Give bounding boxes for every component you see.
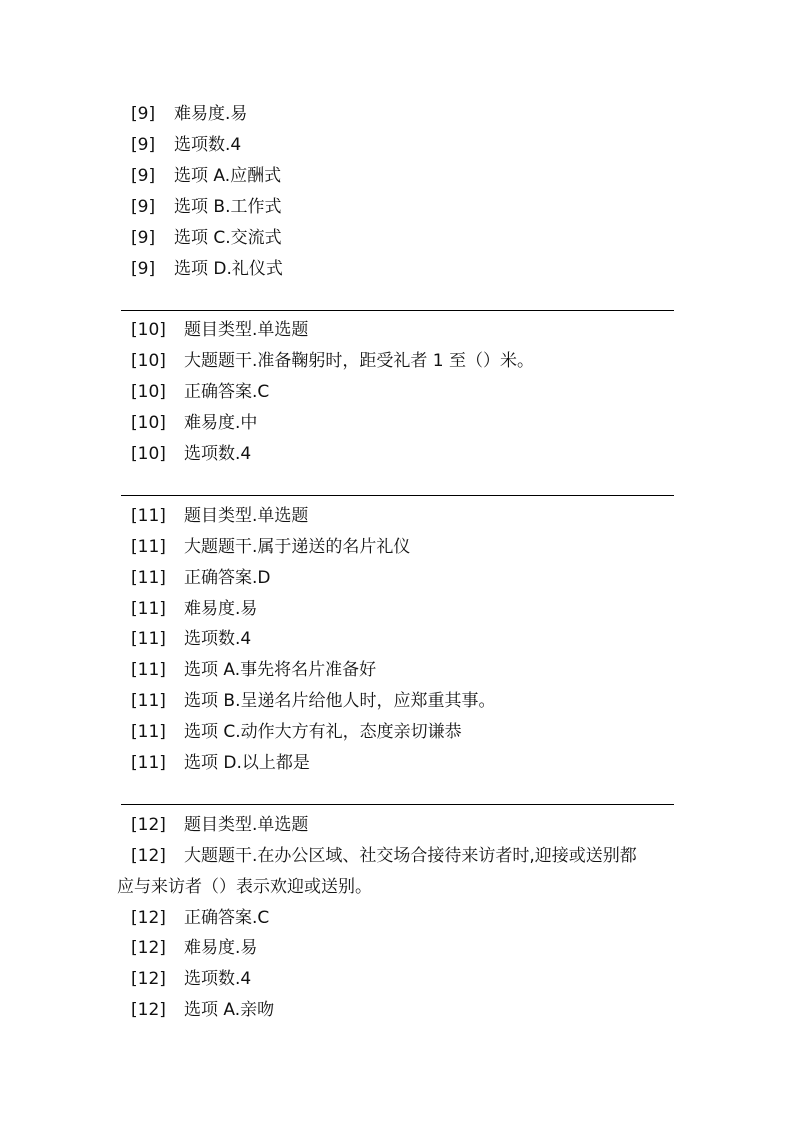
- field-text: 题目类型.单选题: [184, 815, 309, 835]
- question-number: [12]: [131, 908, 166, 928]
- question-number: [10]: [131, 320, 166, 340]
- question-number: [9]: [131, 259, 156, 279]
- question-9-line: [131, 103, 247, 125]
- question-number: [11]: [131, 537, 166, 557]
- field-text: 选项数.4: [184, 969, 252, 989]
- question-number: [12]: [131, 938, 166, 958]
- question-11-line: [131, 628, 251, 650]
- question-9-line: [131, 165, 281, 187]
- question-number: [11]: [131, 599, 166, 619]
- field-text: 选项 D.礼仪式: [174, 259, 283, 279]
- field-text: 难易度.易: [184, 599, 258, 619]
- question-12-stem-line: [131, 845, 637, 867]
- question-11-line: [131, 567, 271, 589]
- question-10-line: [131, 350, 534, 372]
- section-divider: [121, 310, 674, 311]
- field-text: 选项数.4: [174, 135, 242, 155]
- question-number: [12]: [131, 969, 166, 989]
- field-text: 大题题干.准备鞠躬时，距受礼者 1 至（）米。: [184, 351, 535, 371]
- field-text: 题目类型.单选题: [184, 506, 309, 526]
- question-12-line: [131, 907, 269, 929]
- field-text: 正确答案.D: [184, 568, 271, 588]
- question-12-stem-continuation: 应与来访者（）表示欢迎或送别。: [117, 877, 372, 897]
- question-number: [9]: [131, 104, 156, 124]
- question-9-line: [131, 134, 241, 156]
- question-11-line: [131, 659, 376, 681]
- question-11-line: [131, 752, 310, 774]
- field-text: 选项 A.应酬式: [174, 166, 282, 186]
- question-number: [12]: [131, 846, 166, 866]
- field-text: 选项 A.事先将名片准备好: [184, 660, 377, 680]
- question-9-line: [131, 258, 283, 280]
- field-text: 难易度.易: [184, 938, 258, 958]
- question-11-line: [131, 690, 495, 712]
- question-12-line: [131, 814, 308, 836]
- question-12-line: [131, 968, 251, 990]
- question-number: [10]: [131, 444, 166, 464]
- field-text: 大题题干.属于递送的名片礼仪: [184, 537, 411, 557]
- question-number: [11]: [131, 506, 166, 526]
- question-11-line: [131, 536, 410, 558]
- question-number: [11]: [131, 660, 166, 680]
- section-divider: [121, 804, 674, 805]
- field-text: 难易度.中: [184, 413, 258, 433]
- field-text: 选项 A.亲吻: [184, 1000, 275, 1020]
- question-number: [11]: [131, 753, 166, 773]
- question-12-line: [131, 937, 257, 959]
- field-text: 选项 B.工作式: [174, 197, 282, 217]
- question-number: [11]: [131, 568, 166, 588]
- question-number: [11]: [131, 722, 166, 742]
- field-text: 选项 D.以上都是: [184, 753, 310, 773]
- field-text: 选项数.4: [184, 629, 252, 649]
- question-number: [9]: [131, 197, 156, 217]
- question-11-line: [131, 721, 462, 743]
- field-text: 正确答案.C: [184, 382, 270, 402]
- question-number: [12]: [131, 1000, 166, 1020]
- field-text: 大题题干.在办公区域、社交场合接待来访者时,迎接或送别都: [184, 846, 637, 866]
- question-11-line: [131, 505, 308, 527]
- field-text: 选项数.4: [184, 444, 252, 464]
- question-number: [11]: [131, 691, 166, 711]
- question-number: [9]: [131, 135, 156, 155]
- question-10-line: [131, 443, 251, 465]
- field-text: 正确答案.C: [184, 908, 270, 928]
- question-number: [11]: [131, 629, 166, 649]
- question-number: [12]: [131, 815, 166, 835]
- field-text: 选项 C.交流式: [174, 228, 282, 248]
- question-12-line: [131, 999, 274, 1021]
- field-text: 选项 B.呈递名片给他人时，应郑重其事。: [184, 691, 496, 711]
- question-10-line: [131, 381, 269, 403]
- question-9-line: [131, 196, 281, 218]
- question-number: [9]: [131, 166, 156, 186]
- question-number: [9]: [131, 228, 156, 248]
- field-text: 难易度.易: [174, 104, 248, 124]
- field-text: 选项 C.动作大方有礼，态度亲切谦恭: [184, 722, 462, 742]
- question-10-line: [131, 412, 257, 434]
- question-number: [10]: [131, 351, 166, 371]
- question-10-line: [131, 319, 308, 341]
- section-divider: [121, 495, 674, 496]
- question-number: [10]: [131, 382, 166, 402]
- question-11-line: [131, 598, 257, 620]
- question-number: [10]: [131, 413, 166, 433]
- question-9-line: [131, 227, 282, 249]
- field-text: 题目类型.单选题: [184, 320, 309, 340]
